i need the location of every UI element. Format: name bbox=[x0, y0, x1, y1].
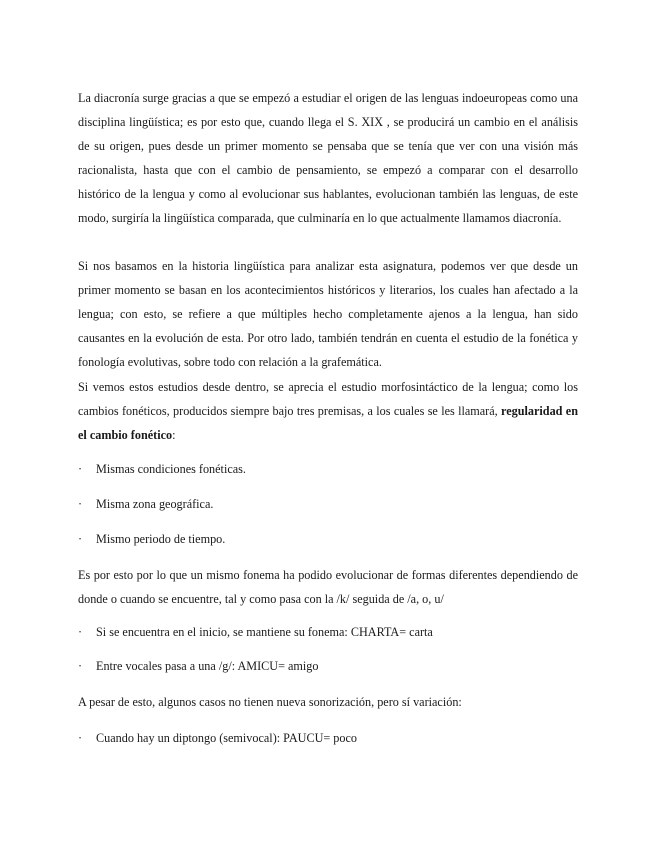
bullet-icon: · bbox=[78, 462, 83, 476]
list-item bbox=[78, 726, 578, 750]
bullet-icon: · bbox=[78, 659, 83, 673]
list-item-text: Cuando hay un diptongo (semivocal): PAUCU= poco bbox=[96, 731, 357, 745]
paragraph-mismo-fonema: Es por esto por lo que un mismo fonema ha podido evolucionar de formas diferentes dependiendo de donde o cuando se encuentre, tal y como pasa con la /k/ seguida de /a, o, u/ bbox=[78, 568, 578, 606]
list-item bbox=[78, 457, 578, 481]
list-item-text: Si se encuentra en el inicio, se mantiene su fonema: CHARTA= carta bbox=[96, 625, 433, 639]
paragraph-estudios-text: Si vemos estos estudios desde dentro, se aprecia el estudio morfosintáctico de la lengua; como los cambios fonéticos, producidos siempre bajo tres premisas, a los cuales se les llamará, bbox=[78, 380, 578, 418]
list-item-text: Entre vocales pasa a una /g/: AMICU= amigo bbox=[96, 659, 319, 673]
bullet-icon: · bbox=[78, 532, 83, 546]
paragraph-estudios-desde-dentro bbox=[78, 375, 578, 447]
list-item bbox=[78, 620, 578, 644]
list-item-text: Mismo periodo de tiempo. bbox=[96, 532, 226, 546]
list-item bbox=[78, 527, 578, 551]
bullet-icon: · bbox=[78, 731, 83, 745]
list-item-text: Mismas condiciones fonéticas. bbox=[96, 462, 246, 476]
paragraph-diacronia: La diacronía surge gracias a que se empezó a estudiar el origen de las lenguas indoeuropeas como una disciplina lingüística; es por esto que, cuando llega el S. XIX , se producirá un cambio en el análisis de su origen, pues desde un primer momento se pensaba que se tenía que ver con una visión más racionalista, hasta que con el cambio de pensamiento, se empezó a comparar con el desarrollo histórico de la lengua y como al evolucionar sus hablantes, evolucionan también las lenguas, de este modo, surgiría la lingüística comparada, que culminaría en lo que actualmente llamamos diacronía. bbox=[78, 91, 578, 225]
paragraph-historia-linguistica: Si nos basamos en la historia lingüística para analizar esta asignatura, podemos ver que desde un primer momento se basan en los acontecimientos históricos y literarios, los cuales han afectado a la lengua; con esto, se refiere a que múltiples hecho completamente ajenos a la lengua, han sido causantes en la evolución de esta. Por otro lado, también tendrán en cuenta el estudio de la fonética y fonología evolutivas, sobre todo con relación a la grafemática. bbox=[78, 259, 578, 369]
list-item bbox=[78, 492, 578, 516]
bold-term-regularidad: regularidad en el cambio fonético bbox=[78, 404, 578, 442]
bullet-icon: · bbox=[78, 625, 83, 639]
colon: : bbox=[172, 428, 176, 442]
paragraph-a-pesar: A pesar de esto, algunos casos no tienen nueva sonorización, pero sí variación: bbox=[78, 695, 462, 709]
list-item bbox=[78, 654, 578, 678]
bullet-icon: · bbox=[78, 497, 83, 511]
list-item-text: Misma zona geográfica. bbox=[96, 497, 214, 511]
